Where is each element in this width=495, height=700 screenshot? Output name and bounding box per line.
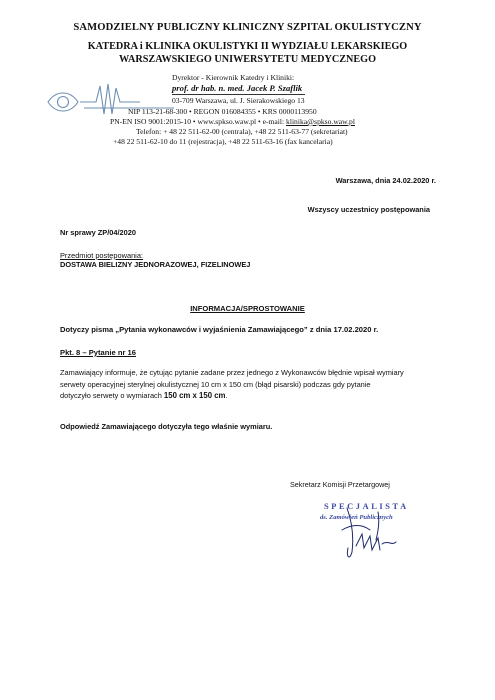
web-line: PN-EN ISO 9001:2015-10 • www.spkso.waw.pl • e-mail: <box>110 116 287 126</box>
case-number: Nr sprawy ZP/04/2020 <box>60 228 137 237</box>
official-stamp <box>292 500 422 570</box>
paragraph-line-2: serwety operacyjnej sterylnej okulistycznej 10 cm x 150 cm (błąd pisarski) podczas gdy pytanie <box>60 379 371 389</box>
paragraph-line-3-prefix: dotyczyło serwety o wymiarach <box>60 391 164 400</box>
clarification-paragraph <box>60 367 470 402</box>
paragraph-line-3-suffix: . <box>225 391 228 400</box>
email-link[interactable]: klinika@spkso.waw.pl <box>286 116 355 126</box>
dimension-value: 150 cm x 150 cm <box>163 391 226 400</box>
stamp-title: SPECJALISTA <box>324 502 409 511</box>
subject: DOSTAWA BIELIZNY JEDNORAZOWEJ, FIZELINOWEJ <box>60 260 251 269</box>
director-title: Dyrektor - Kierownik Katedry i Kliniki: <box>172 73 295 82</box>
place-date: Warszawa, dnia 24.02.2020 r. <box>335 176 436 185</box>
stamp-subtitle: ds. Zamówień Publicznych <box>320 514 393 521</box>
phone-line-1: Telefon: + 48 22 511-62-00 (centrala), +48 22 511-63-77 (sekretariat) <box>136 127 348 137</box>
hospital-address: 03-709 Warszawa, ul. J. Sierakowskiego 13 <box>172 96 305 106</box>
recipients: Wszyscy uczestnicy postępowania <box>307 205 430 214</box>
hospital-name: SAMODZIELNY PUBLICZNY KLINICZNY SZPITAL OKULISTYCZNY <box>73 22 422 33</box>
point-heading: Pkt. 8 – Pytanie nr 16 <box>60 348 136 357</box>
paragraph-line-1: Zamawiający informuje, że cytując pytanie zadane przez jednego z Wykonawców błędnie wpisał wymiary <box>60 368 404 377</box>
signatory-role: Sekretarz Komisji Przetargowej <box>290 480 390 489</box>
regarding-line: Dotyczy pisma „Pytania wykonawców i wyjaśnienia Zamawiającego” z dnia 17.02.2020 r. <box>60 325 379 334</box>
registration-ids: NIP 113-21-68-300 • REGON 016084355 • KRS 0000113950 <box>128 106 317 116</box>
paragraph-line-3 <box>60 390 470 402</box>
department-name <box>0 40 495 66</box>
web-email-line <box>110 117 472 127</box>
document-title: INFORMACJA/SPROSTOWANIE <box>190 304 305 313</box>
department-line-2: WARSZAWSKIEGO UNIWERSYTETU MEDYCZNEGO <box>119 54 376 65</box>
department-line-1: KATEDRA i KLINIKA OKULISTYKI II WYDZIAŁU LEKARSKIEGO <box>87 41 408 52</box>
answer-line: Odpowiedź Zamawiającego dotyczyła tego właśnie wymiaru. <box>60 422 273 431</box>
signature-icon <box>292 500 422 570</box>
phone-line-2: +48 22 511-62-10 do 11 (rejestracja), +48 22 511-63-16 (fax kancelaria) <box>113 137 333 147</box>
letterhead-block <box>110 73 472 147</box>
director-name: prof. dr hab. n. med. Jacek P. Szaflik <box>172 83 303 94</box>
subject-label: Przedmiot postępowania: <box>60 251 143 260</box>
